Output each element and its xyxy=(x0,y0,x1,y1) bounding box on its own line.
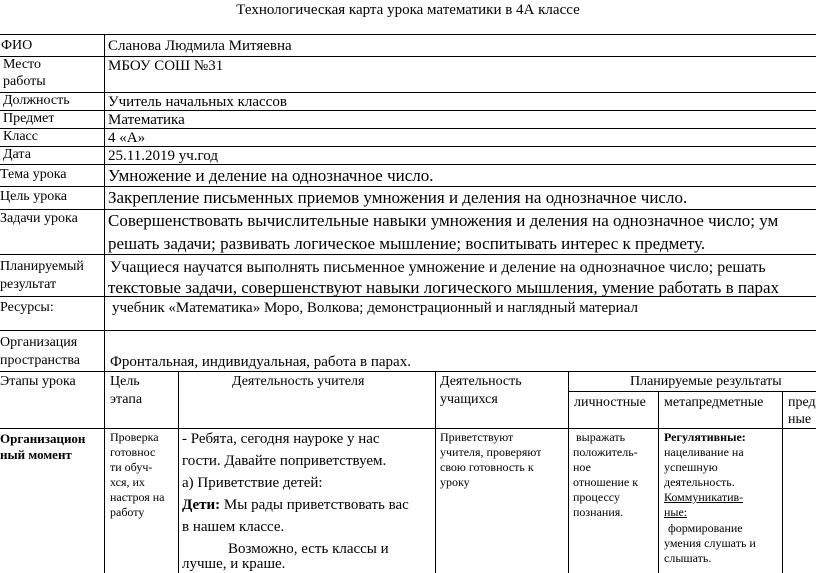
organization-label: Организация xyxy=(0,335,78,350)
class-label: Класс xyxy=(3,129,38,144)
result-label: Планируемый xyxy=(0,259,84,274)
rule xyxy=(0,209,816,210)
subject-results-header: пред xyxy=(788,395,816,410)
stage-goal-line: настроя на xyxy=(110,490,165,504)
place-label: Место xyxy=(3,57,41,72)
teacher-line: - Ребята, сегодня науроке у нас xyxy=(182,431,380,447)
resources-value: учебник «Математика» Моро, Волкова; демонстрационный и наглядный материал xyxy=(112,300,638,316)
stage-goal-line: хся, их xyxy=(110,475,145,489)
tasks-line-1: Совершенствовать вычислительные навыки умножения и деления на однозначное число; ум xyxy=(108,211,779,230)
rule xyxy=(568,371,569,573)
rule xyxy=(178,371,179,573)
personal-line: ное xyxy=(573,460,591,474)
meta-header: метапредметные xyxy=(664,395,764,410)
position-value: Учитель начальных классов xyxy=(108,94,287,110)
rule xyxy=(0,371,816,372)
students-header: Деятельность xyxy=(440,374,522,389)
teacher-line: а) Приветствие детей: xyxy=(182,475,323,491)
tasks-line-2: решать задачи; развивать логическое мышление; воспитывать интерес к предмету. xyxy=(108,234,706,253)
personal-line: положитель- xyxy=(573,445,638,459)
teacher-line: в нашем классе. xyxy=(182,519,285,535)
resources-label: Ресурсы: xyxy=(0,300,54,315)
personal-line: процессу xyxy=(573,490,620,504)
rule xyxy=(658,391,659,573)
students-line: учителя, проверяют xyxy=(440,445,542,459)
rule xyxy=(0,34,816,35)
students-line: уроку xyxy=(440,475,470,489)
personal-line: отношение к xyxy=(573,475,639,489)
meta-line: нацеливание на xyxy=(664,445,744,459)
children-label: Дети: xyxy=(182,497,221,513)
goal-header-2: этапа xyxy=(110,392,143,407)
subject-results-header-2: ные xyxy=(788,412,812,427)
meta-line: умения слушать и xyxy=(664,536,756,550)
personal-line: познания. xyxy=(573,505,624,519)
topic-label: Тема урока xyxy=(0,167,67,182)
students-line: свою готовность к xyxy=(440,460,534,474)
rule xyxy=(104,34,105,573)
organization-label-2: пространства xyxy=(0,353,81,368)
subject-label: Предмет xyxy=(3,111,55,126)
goal-header: Цель xyxy=(110,374,140,389)
rule xyxy=(0,428,816,429)
fio-value: Сланова Людмила Митяевна xyxy=(108,38,292,54)
tasks-label: Задачи урока xyxy=(0,211,78,226)
communicative-heading: Коммуникатив- xyxy=(664,490,744,504)
result-label-2: результат xyxy=(0,277,57,292)
stage-goal-line: Проверка xyxy=(110,430,159,444)
fio-label: ФИО xyxy=(1,38,33,53)
meta-line: успешную xyxy=(664,460,718,474)
goal-value: Закрепление письменных приемов умножения и деления на однозначное число. xyxy=(108,188,688,207)
page-title: Технологическая карта урока математики в 4А классе xyxy=(236,2,580,18)
place-value: МБОУ СОШ №31 xyxy=(108,58,224,74)
students-line: Приветствуют xyxy=(440,430,514,444)
teacher-line xyxy=(182,496,409,514)
stage-name-2: ный момент xyxy=(0,447,72,462)
stage-goal-line: ти обуч- xyxy=(110,460,153,474)
place-label-2: работы xyxy=(3,74,46,89)
stage-goal-line: готовнос xyxy=(110,445,156,459)
result-line-2: текстовые задачи, совершенствуют навыки логического мышления, умение работать в парах xyxy=(108,278,780,297)
rule xyxy=(782,391,783,573)
meta-line: слышать. xyxy=(664,551,712,565)
regulative-heading: Регулятивные: xyxy=(664,430,746,444)
topic-value: Умножение и деление на однозначное число. xyxy=(108,166,434,185)
class-value: 4 «А» xyxy=(108,130,146,146)
teacher-header: Деятельность учителя xyxy=(232,374,365,389)
organization-value: Фронтальная, индивидуальная, работа в парах. xyxy=(110,354,411,370)
teacher-line: Возможно, есть классы и xyxy=(228,541,389,557)
meta-line: формирование xyxy=(668,521,743,535)
stage-name: Организацион xyxy=(0,431,86,446)
children-text: Мы рады приветствовать вас xyxy=(220,497,409,513)
students-header-2: учащихся xyxy=(440,392,498,407)
result-line-1: Учащиеся научатся выполнять письменное умножение и деление на однозначное число; решать xyxy=(110,259,766,276)
subject-value: Математика xyxy=(108,112,185,128)
goal-label: Цель урока xyxy=(0,189,67,204)
teacher-line: гости. Давайте поприветствуем. xyxy=(182,453,387,469)
personal-line: выражать xyxy=(576,430,626,444)
stage-goal-line: работу xyxy=(110,505,145,519)
stage-header: Этапы урока xyxy=(0,374,76,389)
rule xyxy=(435,371,436,573)
date-value: 25.11.2019 уч.год xyxy=(108,148,218,164)
personal-header: личностные xyxy=(574,395,646,410)
meta-line: деятельность. xyxy=(664,475,735,489)
rule xyxy=(568,391,816,392)
date-label: Дата xyxy=(3,147,31,162)
planned-header: Планируемые результаты xyxy=(630,374,782,389)
communicative-heading-2: ные: xyxy=(664,505,688,519)
position-label: Должность xyxy=(3,93,70,108)
teacher-line: лучше, и краше. xyxy=(182,556,286,572)
rule xyxy=(0,330,816,331)
